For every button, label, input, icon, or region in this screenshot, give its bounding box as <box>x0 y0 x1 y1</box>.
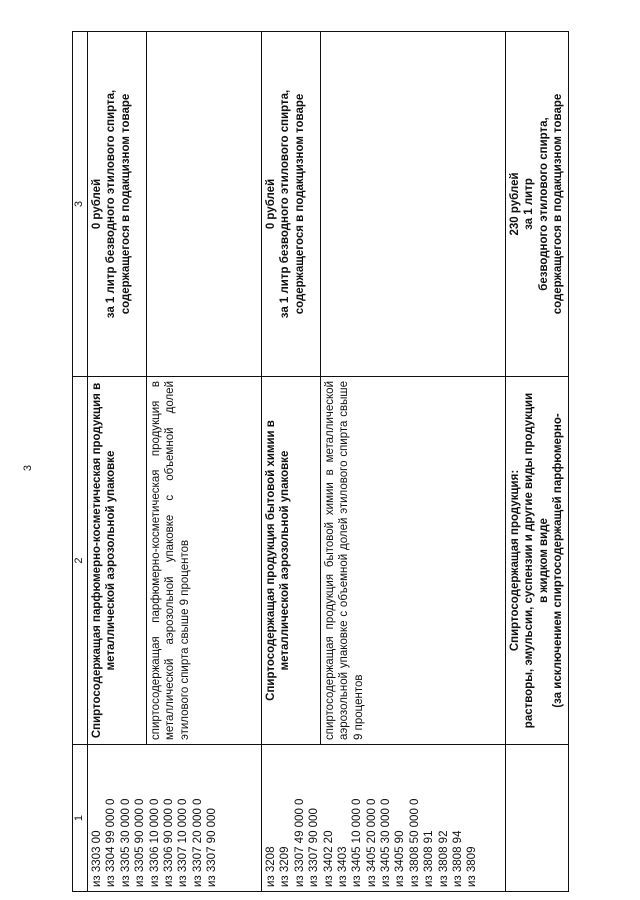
section-3-title-line: Спиртосодержащая продукция: <box>509 469 521 652</box>
section-2-description: спиртосодержащая продукция бытовой химии в металлической аэрозольной упаковке с объемной долей этилового спирта свыше 9 процентов <box>321 377 506 745</box>
section-2-rate-line: за 1 литр безводного этилового спирта, <box>279 89 292 319</box>
section-3-title-line: (за исключением спиртосодержащей парфюмерно- <box>552 413 565 708</box>
section-1-title: Спиртосодержащая парфюмерно-косметическая продукция в металлической аэрозольной упаковке <box>88 377 147 745</box>
section-1-rate-line: содержащегося в подакцизном товаре <box>119 93 132 315</box>
tn-ved-code: из 3809 <box>466 846 479 887</box>
section-2-rate-line: 0 рублей <box>265 178 277 230</box>
section-2-title: Спиртосодержащая продукция бытовой химии в металлической аэрозольной упаковке <box>262 377 321 745</box>
tn-ved-code: из 3307 20 000 0 <box>191 798 204 887</box>
tn-ved-code: из 3307 90 000 <box>206 808 218 887</box>
column-number-2: 2 <box>73 377 88 745</box>
tn-ved-code: из 3808 94 <box>451 830 464 887</box>
section-2-header-row <box>262 32 321 892</box>
tn-ved-code: из 3403 <box>336 846 349 887</box>
section-3-title-line: в жидком виде <box>537 518 550 603</box>
tn-ved-code: из 3208 <box>265 846 277 887</box>
section-1-rate-line: за 1 литр безводного этилового спирта, <box>105 89 118 319</box>
excise-rate-table <box>72 31 569 892</box>
column-number-3: 3 <box>73 32 88 377</box>
section-2-rate-line: содержащегося в подакцизном товаре <box>293 93 306 315</box>
rotated-page-content <box>72 32 612 892</box>
tn-ved-code: из 3405 10 000 0 <box>351 798 364 887</box>
column-number-1: 1 <box>73 745 88 892</box>
tn-ved-code: из 3305 90 000 0 <box>134 798 147 887</box>
section-2-rate-empty <box>321 32 506 377</box>
section-3-title-line: растворы, эмульсии, суспензии и другие виды продукции <box>523 392 536 729</box>
section-3-rate-line: 230 рублей <box>509 172 521 236</box>
section-3-title <box>506 377 569 745</box>
tn-ved-code: из 3405 20 000 0 <box>365 798 378 887</box>
tn-ved-code: из 3209 <box>279 846 292 887</box>
section-1-rate-empty <box>147 32 262 377</box>
section-2-rate <box>262 32 321 377</box>
section-2-codes <box>262 745 506 892</box>
tn-ved-code: из 3307 49 000 0 <box>293 798 306 887</box>
section-3-header-row <box>506 32 569 892</box>
tn-ved-code: из 3303 00 <box>91 830 103 887</box>
tn-ved-code: из 3307 10 000 0 <box>177 798 190 887</box>
tn-ved-code: из 3808 50 000 0 <box>408 798 421 887</box>
tn-ved-code: из 3305 30 000 0 <box>119 798 132 887</box>
section-1-description: спиртосодержащая парфюмерно-косметическая продукция в металлической аэрозольной упаковке с объемной долей этилового спирта свыше 9 процентов <box>147 377 262 745</box>
tn-ved-code: из 3304 99 000 0 <box>105 798 118 887</box>
section-3-rate-line: за 1 литр <box>523 178 536 230</box>
tn-ved-code: из 3306 90 000 0 <box>162 798 175 887</box>
section-1-header-row <box>88 32 147 892</box>
tn-ved-code: из 3307 90 000 <box>308 808 321 887</box>
tn-ved-code: из 3808 92 <box>437 830 450 887</box>
page-number: 3 <box>22 464 35 472</box>
tn-ved-code: из 3402 20 <box>322 830 335 887</box>
section-1-codes <box>88 745 262 892</box>
tn-ved-code: из 3306 10 000 0 <box>148 798 161 887</box>
section-1-rate <box>88 32 147 377</box>
section-3-rate-line: содержащегося в подакцизном товаре <box>552 93 565 315</box>
tn-ved-code: из 3405 90 <box>394 830 407 887</box>
column-number-row <box>73 32 88 892</box>
section-3-rate <box>506 32 569 377</box>
section-3-rate-line: безводного этилового спирта, <box>537 117 550 291</box>
section-3-codes <box>506 745 569 892</box>
tn-ved-code: из 3808 91 <box>423 830 436 887</box>
section-1-rate-line: 0 рублей <box>91 178 103 230</box>
tn-ved-code: из 3405 30 000 0 <box>380 798 392 887</box>
